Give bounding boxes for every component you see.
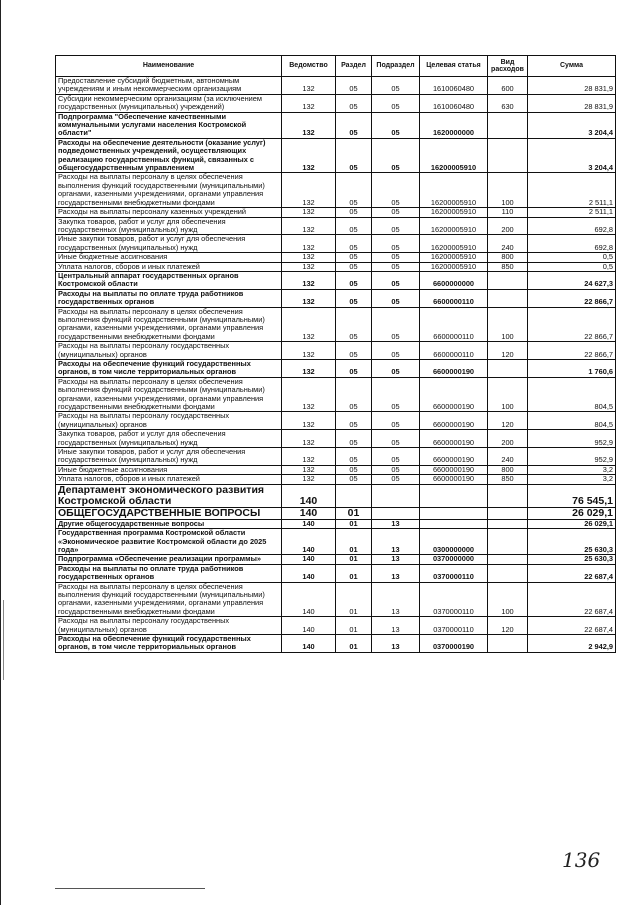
row-target: 16200005910 [420,138,488,173]
row-subsection: 05 [372,77,420,95]
row-sum: 22 866,7 [528,289,616,307]
row-name: Расходы на обеспечение функций государственных органов, в том числе территориальных органов [56,634,282,652]
row-subsection: 05 [372,235,420,253]
row-target: 1610060480 [420,94,488,112]
table-row [56,360,616,378]
row-name: Подпрограмма «Обеспечение реализации программы» [56,555,282,564]
row-target: 6600000110 [420,289,488,307]
row-type [488,634,528,652]
row-target: 6600000190 [420,430,488,448]
row-dept: 132 [282,307,336,342]
row-target: 0370000110 [420,582,488,617]
row-dept: 132 [282,208,336,217]
table-row [56,217,616,235]
row-subsection: 05 [372,475,420,484]
row-sum: 952,9 [528,448,616,466]
row-section: 05 [336,360,372,378]
row-sum: 2 511,1 [528,208,616,217]
row-type: 240 [488,448,528,466]
row-name: Иные закупки товаров, работ и услуг для обеспечения государственных (муниципальных) нужд [56,235,282,253]
row-section: 05 [336,112,372,138]
row-type [488,271,528,289]
row-type: 100 [488,173,528,208]
table-row [56,582,616,617]
row-name: Расходы на выплаты по оплате труда работников государственных органов [56,289,282,307]
column-header-section: Раздел [336,56,372,77]
row-section: 05 [336,253,372,262]
row-type: 850 [488,475,528,484]
column-header-dept: Ведомство [282,56,336,77]
row-dept: 132 [282,94,336,112]
row-section: 05 [336,235,372,253]
row-subsection: 05 [372,342,420,360]
row-dept: 140 [282,582,336,617]
row-section: 05 [336,262,372,271]
row-dept: 132 [282,271,336,289]
row-sum: 22 866,7 [528,307,616,342]
row-sum: 28 831,9 [528,77,616,95]
row-dept: 132 [282,217,336,235]
row-dept: 132 [282,465,336,474]
row-subsection: 05 [372,377,420,412]
row-dept: 132 [282,475,336,484]
table-row [56,289,616,307]
row-name: Иные закупки товаров, работ и услуг для обеспечения государственных (муниципальных) нужд [56,448,282,466]
row-type [488,360,528,378]
row-dept: 132 [282,138,336,173]
row-sum: 28 831,9 [528,94,616,112]
row-dept: 132 [282,262,336,271]
row-section: 01 [336,507,372,519]
row-target: 1610060480 [420,77,488,95]
row-name: Расходы на выплаты персоналу в целях обеспечения выполнения функций государственными (муниципальными) органами, казенными учреждениями, органами управления государственными внебюджетными фондами [56,377,282,412]
row-dept: 140 [282,529,336,555]
row-type: 110 [488,208,528,217]
column-header-sum: Сумма [528,56,616,77]
row-sum: 25 630,3 [528,555,616,564]
row-type: 120 [488,342,528,360]
row-target: 16200005910 [420,262,488,271]
row-section: 01 [336,519,372,528]
row-sum: 804,5 [528,412,616,430]
row-section: 05 [336,377,372,412]
row-subsection: 05 [372,138,420,173]
row-type: 100 [488,377,528,412]
table-row [56,235,616,253]
row-sum: 3 204,4 [528,112,616,138]
table-row [56,475,616,484]
row-subsection [372,484,420,507]
row-section: 05 [336,217,372,235]
row-dept: 132 [282,77,336,95]
row-subsection: 05 [372,307,420,342]
row-sum: 3,2 [528,465,616,474]
row-subsection: 05 [372,271,420,289]
row-sum: 1 760,6 [528,360,616,378]
row-type: 200 [488,217,528,235]
row-subsection: 13 [372,582,420,617]
row-dept: 140 [282,484,336,507]
row-type: 100 [488,307,528,342]
row-dept: 132 [282,360,336,378]
row-dept: 132 [282,412,336,430]
table-row [56,430,616,448]
row-dept: 132 [282,289,336,307]
table-body [56,77,616,653]
row-sum: 22 687,4 [528,582,616,617]
row-type [488,484,528,507]
row-section: 01 [336,617,372,635]
row-sum: 26 029,1 [528,507,616,519]
row-subsection: 13 [372,617,420,635]
row-type [488,519,528,528]
row-target: 6600000000 [420,271,488,289]
row-subsection: 13 [372,564,420,582]
row-target: 0370000190 [420,634,488,652]
table-row [56,555,616,564]
row-name: Государственная программа Костромской области «Экономическое развитие Костромской области до 2025 года» [56,529,282,555]
table-row [56,564,616,582]
table-row [56,484,616,507]
table-row [56,634,616,652]
row-target: 0300000000 [420,529,488,555]
row-name: Департамент экономического развития Костромской области [56,484,282,507]
table-row [56,617,616,635]
table-row [56,112,616,138]
row-section: 05 [336,307,372,342]
row-dept: 140 [282,564,336,582]
row-dept: 140 [282,555,336,564]
row-dept: 132 [282,430,336,448]
table-row [56,208,616,217]
row-sum: 26 029,1 [528,519,616,528]
row-name: Центральный аппарат государственных органов Костромской области [56,271,282,289]
row-section: 05 [336,475,372,484]
row-type: 800 [488,465,528,474]
row-type: 100 [488,582,528,617]
row-section: 05 [336,173,372,208]
row-target: 6600000190 [420,448,488,466]
row-name: Уплата налогов, сборов и иных платежей [56,475,282,484]
table-row [56,507,616,519]
row-type: 120 [488,412,528,430]
row-subsection: 13 [372,529,420,555]
row-target: 1620000000 [420,112,488,138]
row-dept: 132 [282,448,336,466]
row-name: Расходы на выплаты персоналу государственных (муниципальных) органов [56,617,282,635]
row-subsection: 05 [372,217,420,235]
row-dept: 140 [282,617,336,635]
row-section: 05 [336,208,372,217]
row-type [488,564,528,582]
row-section: 05 [336,342,372,360]
row-type: 800 [488,253,528,262]
row-target: 0370000000 [420,555,488,564]
row-name: Расходы на выплаты персоналу в целях обеспечения выполнения функций государственными (муниципальными) органами, казенными учреждениями, органами управления государственными внебюджетными фондами [56,582,282,617]
table-row [56,271,616,289]
row-subsection: 05 [372,112,420,138]
row-type [488,529,528,555]
row-subsection: 05 [372,412,420,430]
row-name: ОБЩЕГОСУДАРСТВЕННЫЕ ВОПРОСЫ [56,507,282,519]
row-sum: 24 627,3 [528,271,616,289]
row-sum: 0,5 [528,253,616,262]
row-sum: 2 511,1 [528,173,616,208]
row-dept: 132 [282,235,336,253]
row-name: Другие общегосударственные вопросы [56,519,282,528]
table-header-row [56,56,616,77]
row-name: Закупка товаров, работ и услуг для обеспечения государственных (муниципальных) нужд [56,217,282,235]
row-section: 01 [336,634,372,652]
row-name: Расходы на обеспечение деятельности (оказание услуг) подведомственных учреждений, осуществляющих реализацию государственных функций, связанных с общегосударственным управлением [56,138,282,173]
row-type [488,138,528,173]
row-subsection [372,507,420,519]
row-name: Расходы на выплаты по оплате труда работников государственных органов [56,564,282,582]
table-row [56,138,616,173]
row-target: 6600000190 [420,377,488,412]
row-type [488,112,528,138]
row-name: Расходы на обеспечение функций государственных органов, в том числе территориальных органов [56,360,282,378]
row-target: 6600000190 [420,465,488,474]
page-number: 136 [562,848,601,872]
row-dept: 132 [282,173,336,208]
row-type: 630 [488,94,528,112]
row-target: 16200005910 [420,253,488,262]
row-section: 05 [336,412,372,430]
row-section [336,484,372,507]
row-dept: 140 [282,634,336,652]
row-sum: 76 545,1 [528,484,616,507]
row-sum: 692,8 [528,217,616,235]
row-target: 6600000110 [420,342,488,360]
row-subsection: 05 [372,173,420,208]
table-row [56,377,616,412]
row-subsection: 05 [372,448,420,466]
row-sum: 22 866,7 [528,342,616,360]
row-sum: 3 204,4 [528,138,616,173]
row-subsection: 05 [372,94,420,112]
row-section: 01 [336,555,372,564]
row-subsection: 05 [372,360,420,378]
footer-rule [55,888,205,889]
row-sum: 952,9 [528,430,616,448]
row-section: 01 [336,529,372,555]
table-row [56,529,616,555]
row-section: 05 [336,448,372,466]
row-name: Субсидии некоммерческим организациям (за исключением государственных (муниципальных) учреждений) [56,94,282,112]
row-sum: 22 687,4 [528,617,616,635]
row-name: Расходы на выплаты персоналу казенных учреждений [56,208,282,217]
row-sum: 25 630,3 [528,529,616,555]
column-header-target: Целевая статья [420,56,488,77]
row-type [488,289,528,307]
row-target: 16200005910 [420,217,488,235]
row-target: 16200005910 [420,235,488,253]
column-header-name: Наименование [56,56,282,77]
row-target [420,507,488,519]
scan-mark [3,600,4,680]
column-header-type: Вид расходов [488,56,528,77]
row-subsection: 13 [372,634,420,652]
row-name: Расходы на выплаты персоналу государственных (муниципальных) органов [56,412,282,430]
table-row [56,253,616,262]
row-sum: 692,8 [528,235,616,253]
row-target: 16200005910 [420,208,488,217]
row-section: 05 [336,77,372,95]
row-sum: 3,2 [528,475,616,484]
row-sum: 2 942,9 [528,634,616,652]
row-name: Подпрограмма "Обеспечение качественными коммунальными услугами населения Костромской области" [56,112,282,138]
table-row [56,307,616,342]
row-type: 120 [488,617,528,635]
row-type: 200 [488,430,528,448]
row-name: Закупка товаров, работ и услуг для обеспечения государственных (муниципальных) нужд [56,430,282,448]
scan-edge [0,0,11,905]
row-section: 01 [336,564,372,582]
table-row [56,77,616,95]
row-type [488,555,528,564]
row-target: 16200005910 [420,173,488,208]
row-section: 05 [336,465,372,474]
row-type: 600 [488,77,528,95]
row-subsection: 05 [372,262,420,271]
row-name: Уплата налогов, сборов и иных платежей [56,262,282,271]
row-subsection: 05 [372,253,420,262]
row-section: 05 [336,271,372,289]
row-name: Иные бюджетные ассигнования [56,465,282,474]
table-row [56,94,616,112]
row-name: Предоставление субсидий бюджетным, автономным учреждениям и иным некоммерческим организациям [56,77,282,95]
row-dept: 132 [282,342,336,360]
row-subsection: 05 [372,430,420,448]
row-section: 05 [336,94,372,112]
row-target: 6600000190 [420,360,488,378]
row-name: Расходы на выплаты персоналу в целях обеспечения выполнения функций государственными (муниципальными) органами, казенными учреждениями, органами управления государственными внебюджетными фондами [56,307,282,342]
table-row [56,173,616,208]
row-subsection: 05 [372,289,420,307]
row-sum: 22 687,4 [528,564,616,582]
row-dept: 132 [282,377,336,412]
row-dept: 132 [282,112,336,138]
row-target: 0370000110 [420,564,488,582]
row-name: Иные бюджетные ассигнования [56,253,282,262]
row-sum: 0,5 [528,262,616,271]
row-subsection: 05 [372,208,420,217]
row-dept: 140 [282,519,336,528]
row-target [420,519,488,528]
row-section: 05 [336,138,372,173]
row-name: Расходы на выплаты персоналу государственных (муниципальных) органов [56,342,282,360]
row-target [420,484,488,507]
row-dept: 132 [282,253,336,262]
table-row [56,448,616,466]
column-header-subsection: Подраздел [372,56,420,77]
row-subsection: 13 [372,519,420,528]
row-subsection: 05 [372,465,420,474]
row-target: 6600000190 [420,475,488,484]
budget-table [55,55,616,653]
row-target: 6600000190 [420,412,488,430]
row-section: 05 [336,289,372,307]
row-dept: 140 [282,507,336,519]
table-row [56,412,616,430]
row-type: 240 [488,235,528,253]
row-section: 05 [336,430,372,448]
row-type: 850 [488,262,528,271]
row-subsection: 13 [372,555,420,564]
row-target: 0370000110 [420,617,488,635]
row-type [488,507,528,519]
row-target: 6600000110 [420,307,488,342]
row-name: Расходы на выплаты персоналу в целях обеспечения выполнения функций государственными (муниципальными) органами, казенными учреждениями, органами управления государственными внебюджетными фондами [56,173,282,208]
table-row [56,342,616,360]
row-section: 01 [336,582,372,617]
row-sum: 804,5 [528,377,616,412]
